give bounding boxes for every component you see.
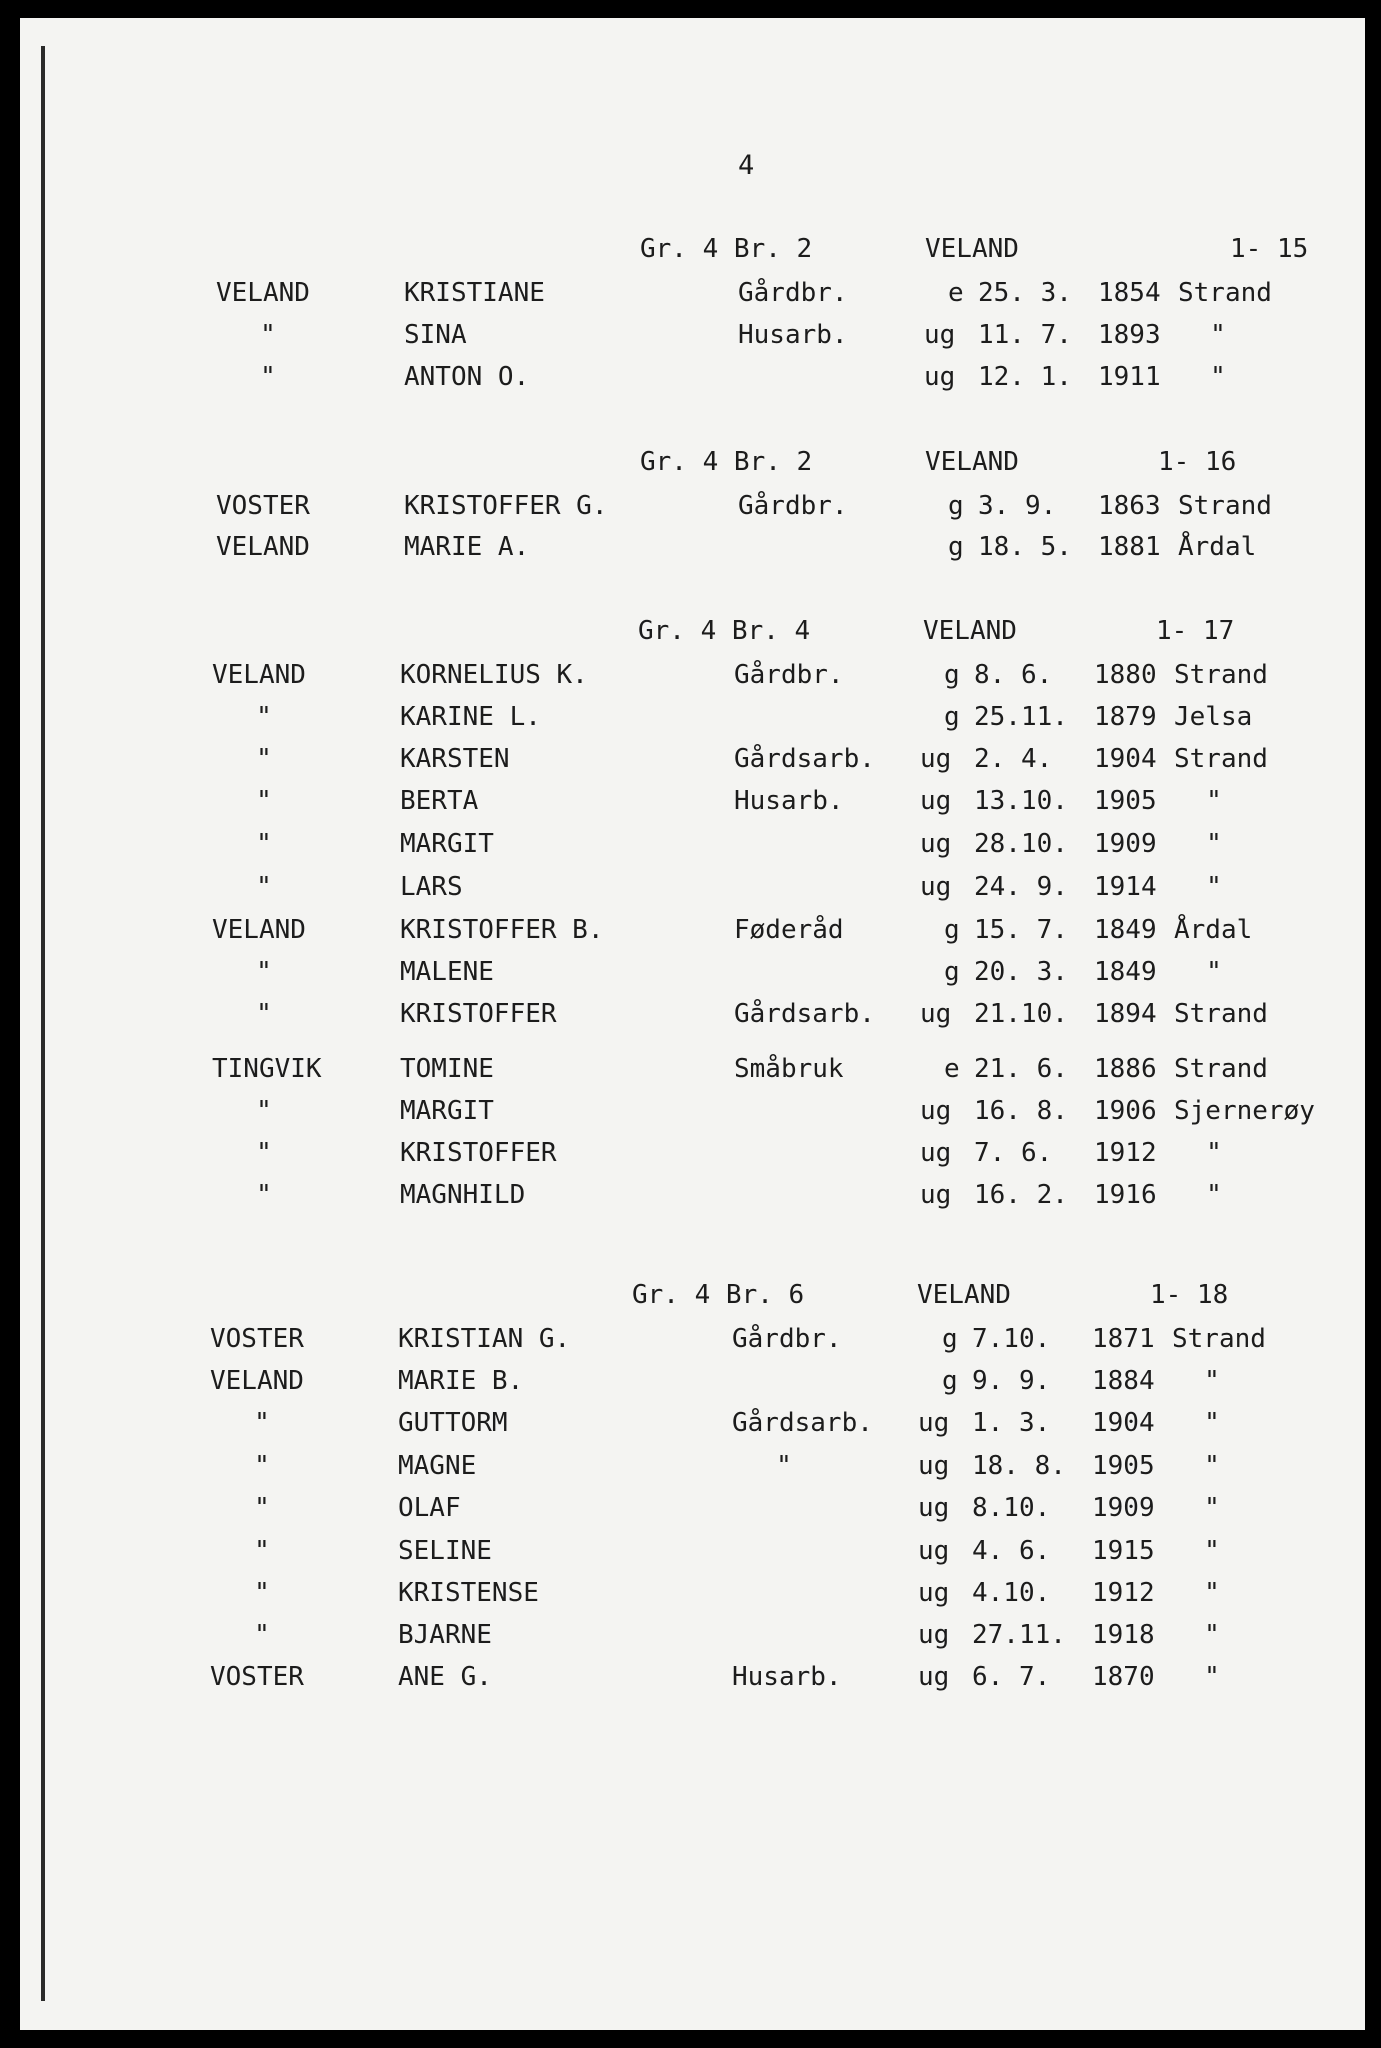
occupation: Husarb. [738, 320, 848, 350]
birthplace: Jelsa [1174, 702, 1253, 732]
birth-date: 15. 7. [974, 915, 1068, 945]
birth-year: 1863 [1098, 491, 1161, 521]
birthplace: " [1204, 1620, 1220, 1650]
birthplace: Strand [1174, 1054, 1268, 1084]
birth-year: 1881 [1098, 532, 1161, 562]
given-name: KARINE L. [400, 702, 541, 732]
given-name: KRISTIAN G. [398, 1324, 571, 1354]
occupation: Gårdsarb. [732, 1408, 873, 1438]
birthplace: Årdal [1178, 532, 1257, 562]
marital-status: e [948, 278, 964, 308]
marital-status: g [944, 660, 960, 690]
marital-status: ug [920, 829, 952, 859]
birthplace: Årdal [1174, 915, 1253, 945]
ditto-mark: " [254, 1620, 270, 1650]
birth-date: 18. 8. [972, 1451, 1066, 1481]
birth-year: 1884 [1092, 1366, 1155, 1396]
birthplace: Strand [1178, 278, 1272, 308]
birth-year: 1879 [1094, 702, 1157, 732]
birthplace: " [1210, 320, 1226, 350]
birthplace: " [1206, 786, 1222, 816]
given-name: KRISTOFFER [400, 1138, 557, 1168]
marital-status: ug [918, 1620, 950, 1650]
birth-date: 21. 6. [974, 1054, 1068, 1084]
section-ref: Gr. 4 Br. 2 [640, 234, 813, 264]
ditto-mark: " [254, 1578, 270, 1608]
birthplace: " [1204, 1408, 1220, 1438]
marital-status: ug [920, 1180, 952, 1210]
birthplace: Sjernerøy [1174, 1096, 1315, 1126]
given-name: SELINE [398, 1536, 492, 1566]
surname: VELAND [216, 532, 310, 562]
birth-date: 27.11. [972, 1620, 1066, 1650]
birth-year: 1906 [1094, 1096, 1157, 1126]
section-place: VELAND [917, 1280, 1011, 1310]
birthplace: " [1204, 1536, 1220, 1566]
occupation: Gårdbr. [738, 278, 848, 308]
section-id: 1- 15 [1230, 234, 1309, 264]
page-number: 4 [738, 150, 755, 181]
ditto-mark: " [254, 1451, 270, 1481]
birth-date: 25.11. [974, 702, 1068, 732]
birth-year: 1849 [1094, 915, 1157, 945]
marital-status: g [944, 702, 960, 732]
ditto-mark: " [256, 1180, 272, 1210]
birth-date: 16. 2. [974, 1180, 1068, 1210]
birth-date: 3. 9. [978, 491, 1057, 521]
birth-year: 1912 [1092, 1578, 1155, 1608]
birthplace: " [1206, 872, 1222, 902]
section-place: VELAND [925, 234, 1019, 264]
occupation: " [776, 1451, 792, 1481]
marital-status: ug [920, 999, 952, 1029]
birth-date: 4. 6. [972, 1536, 1051, 1566]
birth-date: 13.10. [974, 786, 1068, 816]
given-name: BJARNE [398, 1620, 492, 1650]
given-name: KRISTIANE [404, 278, 545, 308]
given-name: MARIE A. [404, 532, 530, 562]
birthplace: " [1204, 1493, 1220, 1523]
occupation: Småbruk [734, 1054, 844, 1084]
occupation: Gårdbr. [732, 1324, 842, 1354]
given-name: MARGIT [400, 1096, 494, 1126]
birth-year: 1911 [1098, 362, 1161, 392]
marital-status: ug [918, 1493, 950, 1523]
marital-status: ug [920, 872, 952, 902]
birthplace: " [1206, 1180, 1222, 1210]
given-name: ANTON O. [404, 362, 530, 392]
birth-date: 25. 3. [978, 278, 1072, 308]
given-name: KRISTENSE [398, 1578, 539, 1608]
surname: VOSTER [210, 1662, 304, 1692]
surname: TINGVIK [212, 1054, 322, 1084]
birthplace: " [1206, 1138, 1222, 1168]
birthplace: Strand [1172, 1324, 1266, 1354]
margin-line [41, 46, 45, 2001]
birth-year: 1915 [1092, 1536, 1155, 1566]
birth-year: 1905 [1092, 1451, 1155, 1481]
marital-status: ug [920, 1138, 952, 1168]
given-name: KRISTOFFER B. [400, 915, 604, 945]
marital-status: ug [920, 1096, 952, 1126]
ditto-mark: " [256, 999, 272, 1029]
section-id: 1- 18 [1150, 1280, 1229, 1310]
marital-status: g [942, 1324, 958, 1354]
birth-date: 11. 7. [978, 320, 1072, 350]
birth-year: 1871 [1092, 1324, 1155, 1354]
given-name: BERTA [400, 786, 479, 816]
birth-year: 1880 [1094, 660, 1157, 690]
marital-status: g [948, 532, 964, 562]
birth-year: 1912 [1094, 1138, 1157, 1168]
occupation: Føderåd [734, 915, 844, 945]
given-name: TOMINE [400, 1054, 494, 1084]
birthplace: Strand [1174, 999, 1268, 1029]
birthplace: " [1204, 1451, 1220, 1481]
birth-year: 1914 [1094, 872, 1157, 902]
given-name: SINA [404, 320, 467, 350]
birth-date: 8.10. [972, 1493, 1051, 1523]
marital-status: ug [918, 1451, 950, 1481]
given-name: KRISTOFFER G. [404, 491, 608, 521]
birthplace: " [1206, 829, 1222, 859]
birth-year: 1854 [1098, 278, 1161, 308]
given-name: MARIE B. [398, 1366, 524, 1396]
ditto-mark: " [256, 702, 272, 732]
birthplace: " [1204, 1578, 1220, 1608]
given-name: OLAF [398, 1493, 461, 1523]
section-place: VELAND [923, 616, 1017, 646]
birthplace: Strand [1174, 660, 1268, 690]
birth-year: 1870 [1092, 1662, 1155, 1692]
section-ref: Gr. 4 Br. 6 [632, 1280, 805, 1310]
birthplace: " [1206, 957, 1222, 987]
occupation: Gårdsarb. [734, 999, 875, 1029]
ditto-mark: " [254, 1536, 270, 1566]
birth-year: 1909 [1094, 829, 1157, 859]
birthplace: Strand [1174, 744, 1268, 774]
given-name: MARGIT [400, 829, 494, 859]
birth-year: 1918 [1092, 1620, 1155, 1650]
given-name: LARS [400, 872, 463, 902]
birth-year: 1849 [1094, 957, 1157, 987]
marital-status: g [942, 1366, 958, 1396]
surname: VELAND [212, 915, 306, 945]
document-page [20, 18, 1365, 2030]
given-name: ANE G. [398, 1662, 492, 1692]
birth-date: 16. 8. [974, 1096, 1068, 1126]
surname: VOSTER [216, 491, 310, 521]
birth-date: 4.10. [972, 1578, 1051, 1608]
section-id: 1- 16 [1158, 447, 1237, 477]
birth-year: 1886 [1094, 1054, 1157, 1084]
ditto-mark: " [256, 786, 272, 816]
marital-status: e [944, 1054, 960, 1084]
section-ref: Gr. 4 Br. 2 [640, 447, 813, 477]
surname: VELAND [216, 278, 310, 308]
birth-date: 24. 9. [974, 872, 1068, 902]
birth-date: 21.10. [974, 999, 1068, 1029]
birth-date: 18. 5. [978, 532, 1072, 562]
birthplace: " [1204, 1662, 1220, 1692]
ditto-mark: " [256, 829, 272, 859]
ditto-mark: " [254, 1408, 270, 1438]
marital-status: g [944, 915, 960, 945]
birth-year: 1909 [1092, 1493, 1155, 1523]
ditto-mark: " [260, 362, 276, 392]
birthplace: " [1210, 362, 1226, 392]
surname: VELAND [212, 660, 306, 690]
occupation: Husarb. [734, 786, 844, 816]
birth-date: 7.10. [972, 1324, 1051, 1354]
birth-date: 6. 7. [972, 1662, 1051, 1692]
marital-status: ug [918, 1578, 950, 1608]
marital-status: ug [924, 320, 956, 350]
birth-date: 12. 1. [978, 362, 1072, 392]
birth-year: 1904 [1092, 1408, 1155, 1438]
occupation: Gårdbr. [734, 660, 844, 690]
marital-status: ug [920, 744, 952, 774]
ditto-mark: " [256, 957, 272, 987]
given-name: KARSTEN [400, 744, 510, 774]
section-ref: Gr. 4 Br. 4 [638, 616, 811, 646]
surname: VOSTER [210, 1324, 304, 1354]
birth-date: 9. 9. [972, 1366, 1051, 1396]
occupation: Husarb. [732, 1662, 842, 1692]
given-name: MAGNE [398, 1451, 477, 1481]
ditto-mark: " [256, 1138, 272, 1168]
birth-date: 2. 4. [974, 744, 1053, 774]
marital-status: ug [918, 1662, 950, 1692]
occupation: Gårdsarb. [734, 744, 875, 774]
given-name: KRISTOFFER [400, 999, 557, 1029]
birthplace: " [1204, 1366, 1220, 1396]
marital-status: g [944, 957, 960, 987]
ditto-mark: " [256, 1096, 272, 1126]
marital-status: ug [920, 786, 952, 816]
birth-year: 1893 [1098, 320, 1161, 350]
ditto-mark: " [256, 872, 272, 902]
marital-status: ug [918, 1536, 950, 1566]
ditto-mark: " [254, 1493, 270, 1523]
birth-year: 1904 [1094, 744, 1157, 774]
birth-date: 28.10. [974, 829, 1068, 859]
surname: VELAND [210, 1366, 304, 1396]
ditto-mark: " [260, 320, 276, 350]
birth-year: 1905 [1094, 786, 1157, 816]
birth-year: 1894 [1094, 999, 1157, 1029]
given-name: MALENE [400, 957, 494, 987]
birth-year: 1916 [1094, 1180, 1157, 1210]
birth-date: 1. 3. [972, 1408, 1051, 1438]
marital-status: ug [924, 362, 956, 392]
given-name: KORNELIUS K. [400, 660, 588, 690]
marital-status: g [948, 491, 964, 521]
section-id: 1- 17 [1156, 616, 1235, 646]
birth-date: 20. 3. [974, 957, 1068, 987]
given-name: MAGNHILD [400, 1180, 526, 1210]
section-place: VELAND [925, 447, 1019, 477]
occupation: Gårdbr. [738, 491, 848, 521]
given-name: GUTTORM [398, 1408, 508, 1438]
marital-status: ug [918, 1408, 950, 1438]
birthplace: Strand [1178, 491, 1272, 521]
ditto-mark: " [256, 744, 272, 774]
birth-date: 8. 6. [974, 660, 1053, 690]
birth-date: 7. 6. [974, 1138, 1053, 1168]
